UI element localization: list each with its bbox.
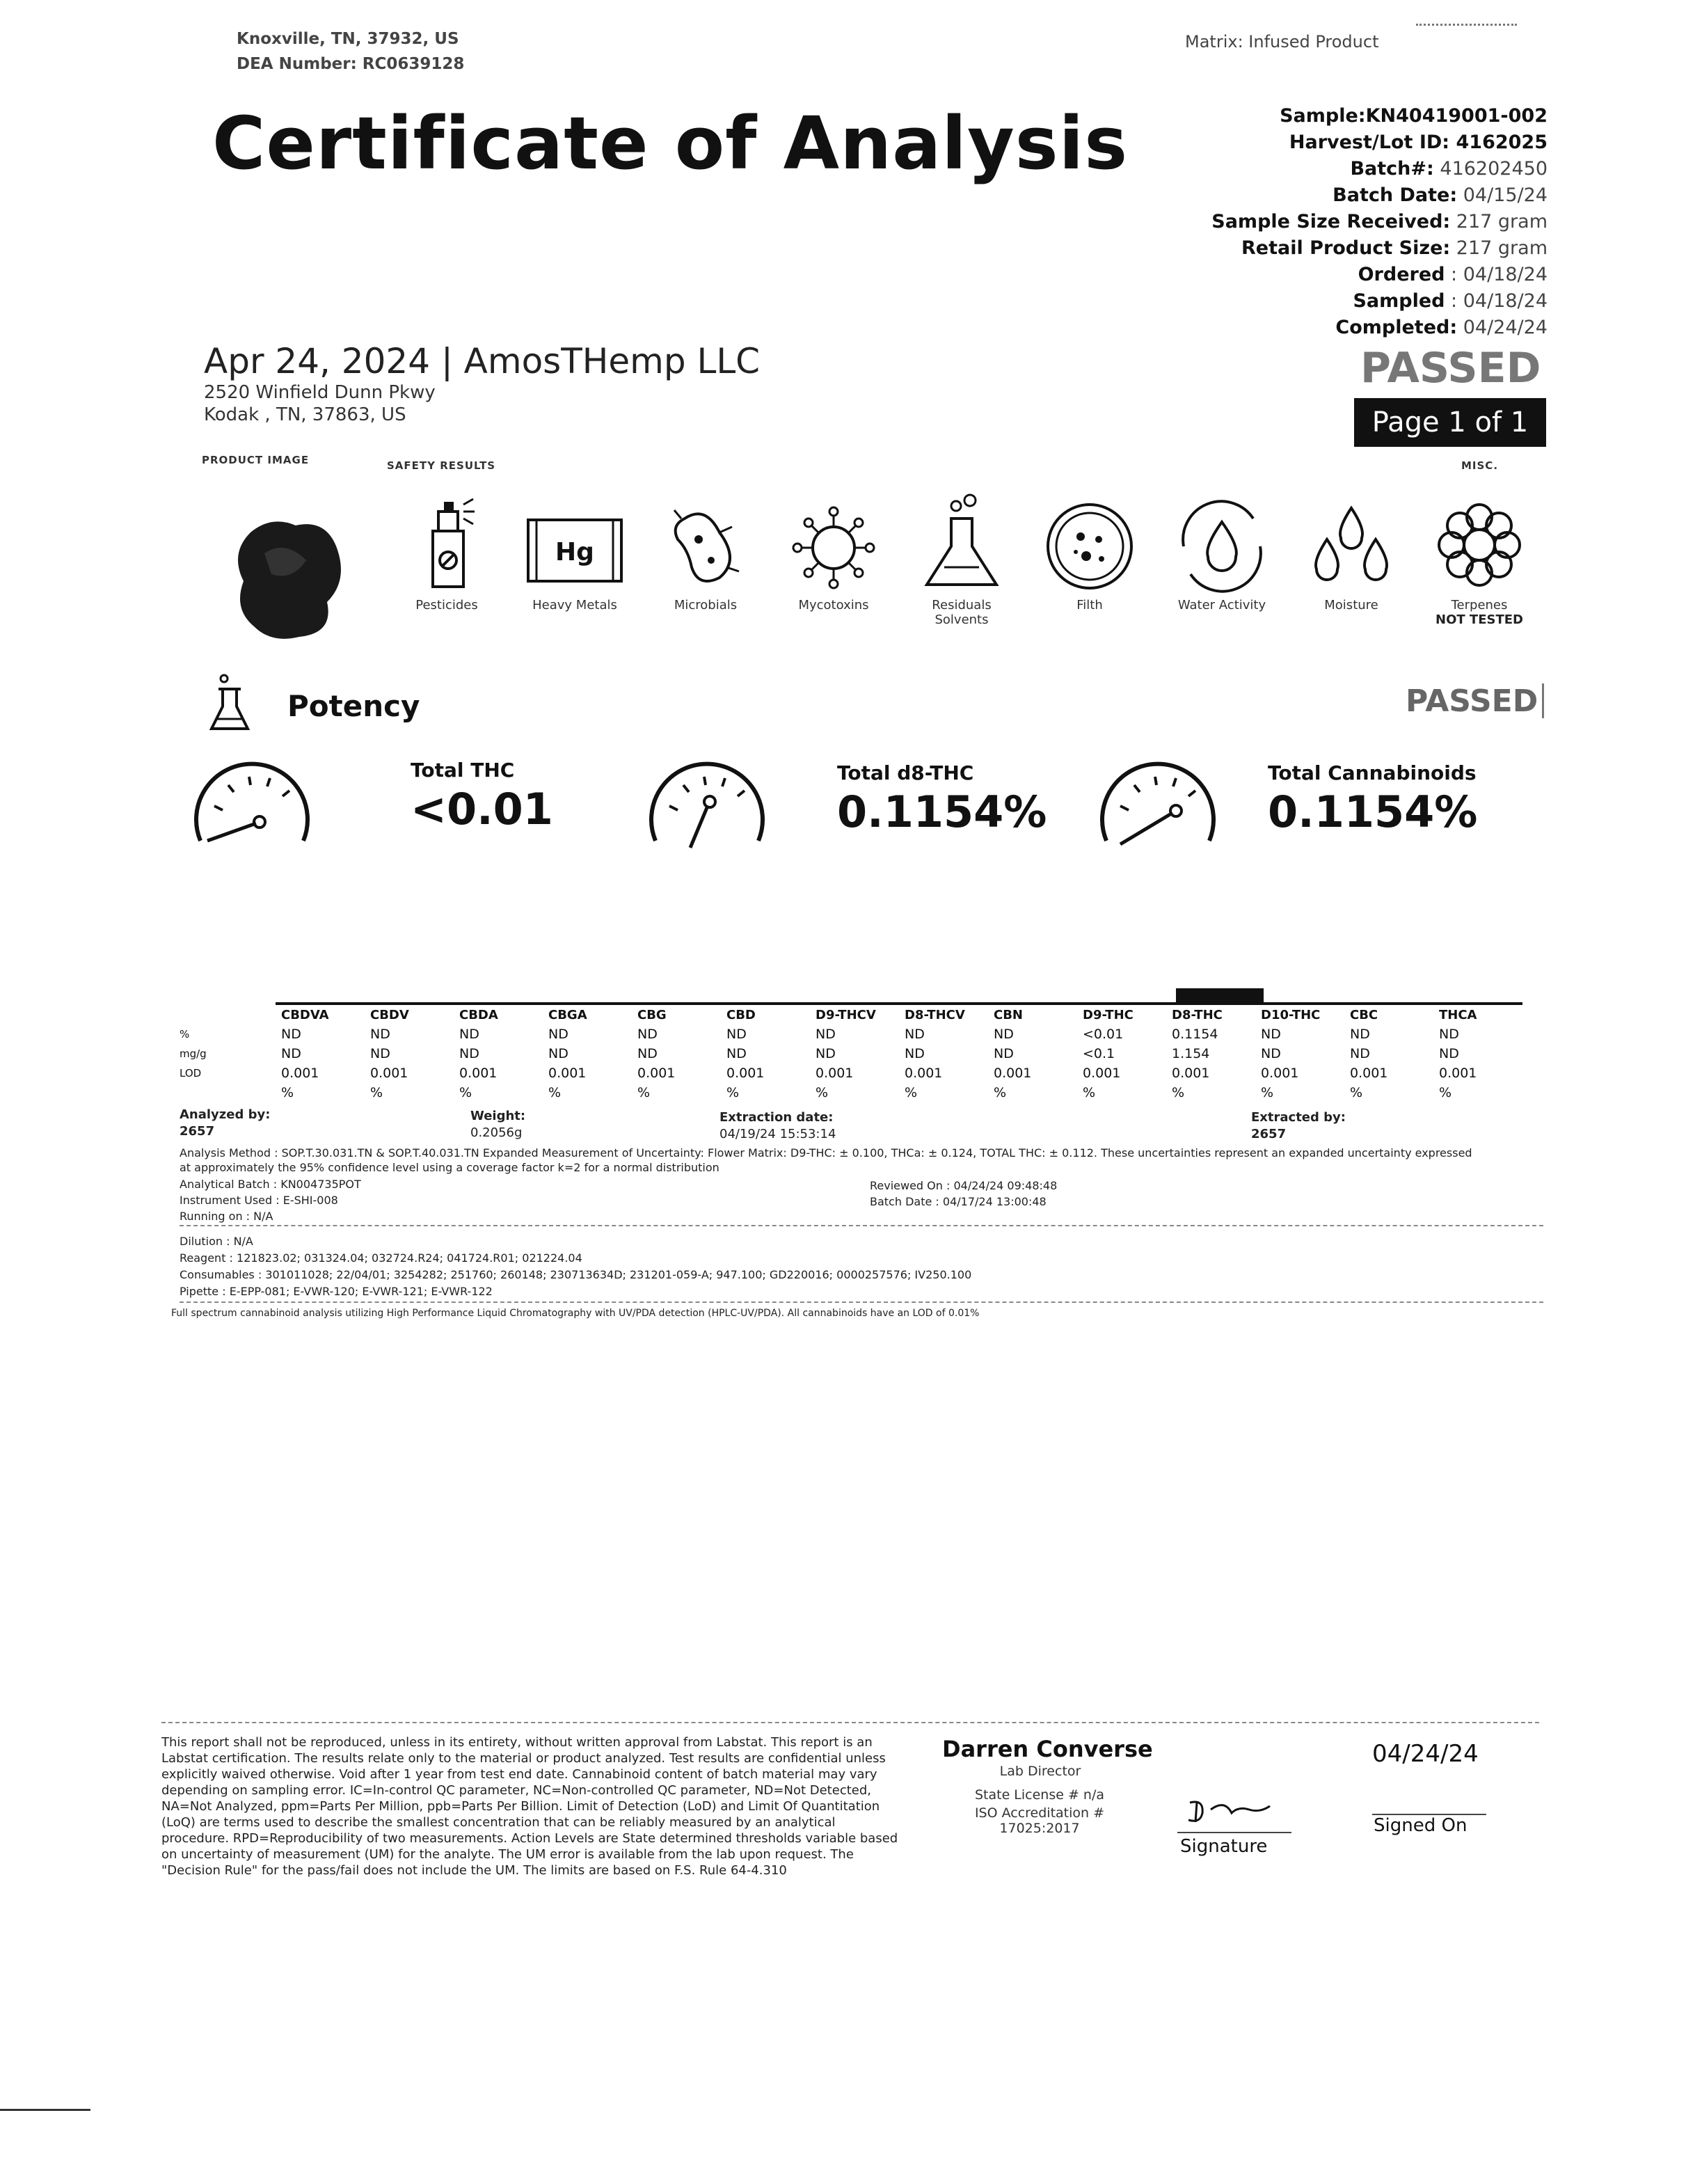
analysis-details-right: Reviewed On : 04/24/24 09:48:48 Batch Date : 04/17/24 13:00:48	[870, 1179, 1058, 1208]
signatory-role: Lab Director	[999, 1764, 1081, 1779]
analysis-consumables: Dilution : N/A Reagent : 121823.02; 031324.04; 032724.R24; 041724.R01; 021224.04 Consumables : 301011028; 22/04/01; 3254282; 251760; 260148; 230713634D; 231201-059-A; 947.100; GD220016; 0000257576; IV250.100 Pipette : E-EPP-081; E-VWR-120; E-VWR-121; E-VWR-122	[180, 1235, 972, 1298]
column-header: CBGA	[543, 1004, 632, 1024]
table-row: % % % % % % % % % % % % % %	[281, 1085, 1452, 1100]
column-header: D9-THCV	[810, 1004, 899, 1024]
safety-microbials: Microbials	[650, 491, 761, 612]
safety-heavy-metals: Hg Heavy Metals	[519, 491, 630, 612]
product-image-label: PRODUCT IMAGE	[202, 454, 310, 466]
table-header-row	[174, 1004, 1522, 1024]
divider	[180, 1301, 1543, 1303]
product-image	[230, 512, 348, 647]
safety-terpenes: Terpenes NOT TESTED	[1424, 491, 1535, 627]
report-date-company: Apr 24, 2024 | AmosTHemp LLC	[204, 341, 761, 381]
signature-image	[1183, 1789, 1280, 1833]
extraction-date: Extraction date: 04/19/24 15:53:14	[719, 1110, 836, 1141]
analysis-details-left: Analytical Batch : KN004735POT Instrument Used : E-SHI-008 Running on : N/A	[180, 1178, 361, 1223]
footer-divider	[161, 1722, 1539, 1723]
client-block	[204, 341, 760, 426]
table-row: mg/g ND ND ND ND ND ND ND ND ND <0.1 1.154 ND ND ND	[180, 1046, 1459, 1061]
dea-number: DEA Number: RC0639128	[237, 55, 465, 73]
column-header: CBDA	[454, 1004, 543, 1024]
safety-filth: Filth	[1034, 491, 1145, 612]
sample-row: Sample Size Received: 217 gram	[1211, 211, 1548, 232]
lab-location: Knoxville, TN, 37932, US	[237, 30, 459, 48]
extracted-by: Extracted by: 2657	[1251, 1110, 1346, 1141]
column-header: D8-THC	[1166, 1004, 1255, 1024]
total-cannabinoids-value: 0.1154%	[1268, 786, 1478, 837]
safety-results-label: SAFETY RESULTS	[387, 459, 496, 472]
microbe-icon	[657, 491, 754, 595]
column-header: CBC	[1344, 1004, 1433, 1024]
column-header: CBG	[632, 1004, 721, 1024]
column-header: THCA	[1433, 1004, 1522, 1024]
client-address-line1: 2520 Winfield Dunn Pkwy	[204, 382, 436, 403]
table-row: % ND ND ND ND ND ND ND ND ND <0.01 0.1154 ND ND ND	[180, 1027, 1459, 1042]
misc-label: MISC.	[1461, 459, 1499, 472]
disclaimer-text: This report shall not be reproduced, unless in its entirety, without written approval from Labstat. This report is an Labstat certification. The results relate only to the material or product analyzed. Test results are confidential unless explicitly waived otherwise. Void after 1 year from test end date. Cannabinoid content of batch material may vary depending on sampling error. IC=In-control QC parameter, NC=Non-controlled QC parameter, ND=Not Detected, NA=Not Analyzed, ppm=Parts Per Million, ppb=Parts Per Billion. Limit of Detection (LoD) and Limit Of Quantitation (LoQ) are terms used to describe the smallest concentration that can be reliably measured by an analytical procedure. RPD=Reproducibility of two measurements. Action Levels are State determined thresholds variable based on uncertainty of measurement (UM) for the analyte. The UM error is available from the lab upon request. The "Decision Rule" for the pass/fail does not include the UM. The limits are based on F.S. Rule 64-4.310	[161, 1735, 898, 1878]
petri-dish-icon	[1037, 491, 1142, 595]
flask-icon	[913, 491, 1010, 595]
hg-symbol: Hg	[555, 538, 594, 567]
page-title: Certificate of Analysis	[212, 101, 1129, 186]
analysis-footnote: Full spectrum cannabinoid analysis utilizing High Performance Liquid Chromatography with UV/PDA detection (HPLC-UV/PDA). All cannabinoids have an LOD of 0.01%	[171, 1308, 980, 1319]
signatory-name: Darren Converse	[942, 1736, 1153, 1762]
sample-row: Sampled : 04/18/24	[1353, 290, 1548, 312]
analysis-method: Analysis Method : SOP.T.30.031.TN & SOP.T.40.031.TN Expanded Measurement of Uncertainty: Flower Matrix: D9-THC: ± 0.100, THCa: ± 0.124, TOTAL THC: ± 0.112. These uncertainties represent an expanded uncertainty expressed at approximately the 95% confidence level using a coverage factor k=2 for a normal distribution	[180, 1146, 1472, 1174]
total-d8-thc-label: Total d8-THC	[837, 761, 974, 784]
column-header: CBD	[721, 1004, 810, 1024]
potency-flask-icon	[209, 672, 250, 737]
column-header: CBDV	[365, 1004, 454, 1024]
sample-row: Sample:KN40419001-002	[1280, 105, 1548, 127]
matrix-label: Matrix: Infused Product	[1185, 32, 1379, 52]
cannabinoid-table	[174, 1002, 1522, 1102]
sample-row: Batch Date: 04/15/24	[1333, 184, 1548, 206]
total-cannabinoids-label: Total Cannabinoids	[1268, 761, 1477, 784]
safety-residual-solvents: Residuals Solvents	[906, 491, 1017, 627]
flower-icon	[1427, 491, 1532, 595]
column-header: D8-THCV	[899, 1004, 988, 1024]
sample-info	[1211, 103, 1548, 341]
sample-row: Batch#: 416202450	[1350, 158, 1548, 180]
droplets-icon	[1299, 491, 1403, 595]
signed-date: 04/24/24	[1372, 1740, 1479, 1768]
sample-row: Completed: 04/24/24	[1335, 317, 1548, 338]
virus-icon	[781, 491, 886, 595]
gauge-icon	[1092, 757, 1225, 857]
total-d8-thc-value: 0.1154%	[837, 786, 1047, 837]
sample-row: Retail Product Size: 217 gram	[1241, 237, 1548, 259]
table-row: LOD 0.001 0.001 0.001 0.001 0.001 0.001 0.001 0.001 0.001 0.001 0.001 0.001 0.001 0.001	[180, 1066, 1477, 1081]
gauge-icon	[186, 757, 319, 857]
column-header: CBN	[988, 1004, 1077, 1024]
safety-mycotoxins: Mycotoxins	[778, 491, 889, 612]
signed-on-label: Signed On	[1374, 1815, 1468, 1836]
gauge-icon	[642, 757, 774, 857]
scan-mark	[0, 2109, 90, 2111]
iso-accreditation: ISO Accreditation # 17025:2017	[974, 1805, 1105, 1836]
sample-row: Ordered : 04/18/24	[1358, 264, 1548, 285]
state-license: State License # n/a	[974, 1787, 1105, 1803]
column-header: D9-THC	[1077, 1004, 1166, 1024]
divider	[180, 1225, 1543, 1226]
client-address-line2: Kodak , TN, 37863, US	[204, 404, 406, 425]
sample-row: Harvest/Lot ID: 4162025	[1289, 132, 1548, 153]
total-thc-value: <0.01	[411, 784, 553, 834]
terpenes-status: NOT TESTED	[1435, 612, 1523, 627]
potency-status-bar	[1542, 683, 1544, 718]
overall-status: PASSED	[1360, 344, 1541, 393]
safety-water-activity: Water Activity	[1166, 491, 1278, 612]
signature-label: Signature	[1180, 1836, 1268, 1857]
water-drop-cycle-icon	[1170, 491, 1274, 595]
page-indicator: Page 1 of 1	[1354, 398, 1546, 447]
analyzed-by: Analyzed by: 2657	[180, 1107, 271, 1139]
column-header: D10-THC	[1255, 1004, 1344, 1024]
potency-title: Potency	[287, 689, 420, 723]
column-header: CBDVA	[276, 1004, 365, 1024]
hg-icon	[523, 491, 627, 595]
lab-address-block	[237, 26, 464, 77]
signature-line	[1177, 1832, 1291, 1833]
safety-moisture: Moisture	[1296, 491, 1407, 612]
weight: Weight: 0.2056g	[470, 1109, 526, 1140]
header-mark	[1416, 24, 1517, 26]
potency-status: PASSED	[1406, 683, 1538, 719]
safety-pesticides: Pesticides	[391, 491, 502, 612]
total-thc-label: Total THC	[411, 759, 515, 782]
pesticide-bottle-icon	[405, 491, 488, 595]
